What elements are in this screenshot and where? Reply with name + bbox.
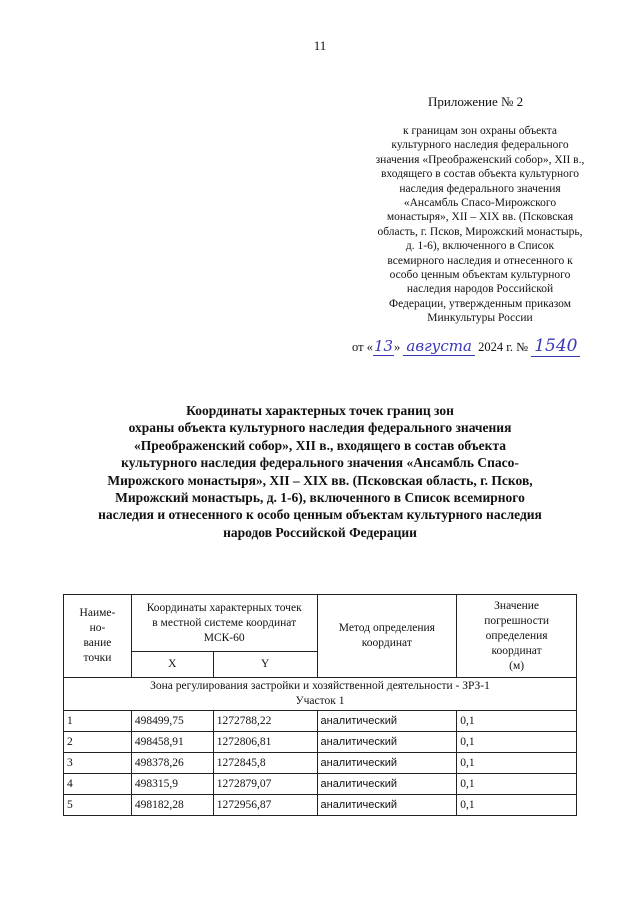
page-number: 11 bbox=[313, 38, 327, 53]
cell-error: 0,1 bbox=[457, 753, 577, 774]
cell-x: 498458,91 bbox=[131, 732, 213, 753]
header-y: Y bbox=[213, 652, 317, 678]
cell-point: 4 bbox=[64, 774, 132, 795]
header-x: X bbox=[131, 652, 213, 678]
cell-error: 0,1 bbox=[457, 711, 577, 732]
cell-point: 5 bbox=[64, 795, 132, 816]
cell-x: 498182,28 bbox=[131, 795, 213, 816]
appendix-line: «Ансамбль Спасо-Мирожского bbox=[403, 197, 557, 210]
order-year-text: 2024 г. № bbox=[478, 340, 529, 354]
zone-title: Зона регулирования застройки и хозяйственной деятельности - ЗРЗ-1 bbox=[150, 680, 490, 692]
cell-method: аналитический bbox=[317, 774, 457, 795]
title-line: охраны объекта культурного наследия федерального значения bbox=[128, 420, 512, 436]
header-method: Метод определения координат bbox=[317, 595, 457, 678]
appendix-line: значения «Преображенский собор», XII в., bbox=[375, 153, 585, 166]
appendix-line: особо ценным объектам культурного bbox=[389, 269, 571, 282]
appendix-line: входящего в состав объекта культурного bbox=[380, 168, 580, 181]
table-row bbox=[64, 753, 577, 774]
cell-x: 498499,75 bbox=[131, 711, 213, 732]
cell-x: 498315,9 bbox=[131, 774, 213, 795]
appendix-line: культурного наследия федерального bbox=[391, 139, 569, 152]
cell-x: 498378,26 bbox=[131, 753, 213, 774]
appendix-line: Федерации, утвержденным приказом bbox=[388, 297, 571, 310]
cell-point: 2 bbox=[64, 732, 132, 753]
appendix-line: всемирного наследия и отнесенного к bbox=[387, 254, 573, 267]
order-mid: » bbox=[394, 340, 401, 354]
document-title bbox=[60, 402, 580, 541]
header-coordinates: Координаты характерных точек в местной системе координат МСК-60 bbox=[131, 595, 317, 652]
cell-method: аналитический bbox=[317, 732, 457, 753]
order-number-handwritten: 1540 bbox=[531, 336, 580, 357]
table-row bbox=[64, 795, 577, 816]
coordinates-table bbox=[63, 594, 577, 816]
zone-row bbox=[64, 678, 577, 711]
order-month-handwritten: августа bbox=[403, 337, 475, 356]
title-line: наследия и отнесенного к особо ценным объектам культурного наследия bbox=[98, 507, 542, 523]
title-line: Мирожский монастырь, д. 1-6), включенного в Список всемирного bbox=[115, 490, 525, 506]
title-line: Мирожского монастыря», XII – XIX вв. (Псковская область, г. Псков, bbox=[107, 472, 533, 488]
appendix-line: к границам зон охраны объекта bbox=[403, 125, 557, 137]
appendix-line: д. 1-6), включенного в Список bbox=[405, 240, 555, 253]
cell-method: аналитический bbox=[317, 795, 457, 816]
cell-y: 1272845,8 bbox=[213, 753, 317, 774]
cell-method: аналитический bbox=[317, 711, 457, 732]
title-line: культурного наследия федерального значения «Ансамбль Спасо- bbox=[121, 455, 519, 471]
title-line: «Преображенский собор», XII в., входящего в состав объекта bbox=[133, 437, 506, 453]
zone-cell bbox=[64, 678, 577, 711]
header-point-name: Наиме- но- вание точки bbox=[64, 595, 132, 678]
table-header-row bbox=[64, 595, 577, 652]
appendix-line: монастыря», XII – XIX вв. (Псковская bbox=[386, 211, 574, 224]
appendix-line: наследия народов Российской bbox=[406, 283, 554, 296]
cell-y: 1272806,81 bbox=[213, 732, 317, 753]
appendix-line: область, г. Псков, Мирожский монастырь, bbox=[377, 225, 583, 238]
table-row bbox=[64, 732, 577, 753]
header-error: Значение погрешности определения координат (м) bbox=[457, 595, 577, 678]
cell-y: 1272956,87 bbox=[213, 795, 317, 816]
cell-point: 3 bbox=[64, 753, 132, 774]
appendix-title: Приложение № 2 bbox=[428, 94, 524, 109]
table-row bbox=[64, 711, 577, 732]
table-row bbox=[64, 774, 577, 795]
title-line: народов Российской Федерации bbox=[223, 524, 417, 540]
cell-y: 1272879,07 bbox=[213, 774, 317, 795]
appendix-line: наследия федерального значения bbox=[399, 182, 561, 195]
order-day-handwritten: 13 bbox=[373, 337, 394, 355]
cell-error: 0,1 bbox=[457, 774, 577, 795]
title-line: Координаты характерных точек границ зон bbox=[186, 403, 454, 418]
cell-point: 1 bbox=[64, 711, 132, 732]
cell-method: аналитический bbox=[317, 753, 457, 774]
appendix-line: Минкультуры России bbox=[427, 312, 533, 325]
appendix-text bbox=[348, 124, 612, 326]
section-title: Участок 1 bbox=[295, 695, 345, 707]
cell-error: 0,1 bbox=[457, 732, 577, 753]
order-date-line bbox=[352, 336, 612, 356]
cell-y: 1272788,22 bbox=[213, 711, 317, 732]
order-prefix: от « bbox=[352, 340, 373, 354]
cell-error: 0,1 bbox=[457, 795, 577, 816]
